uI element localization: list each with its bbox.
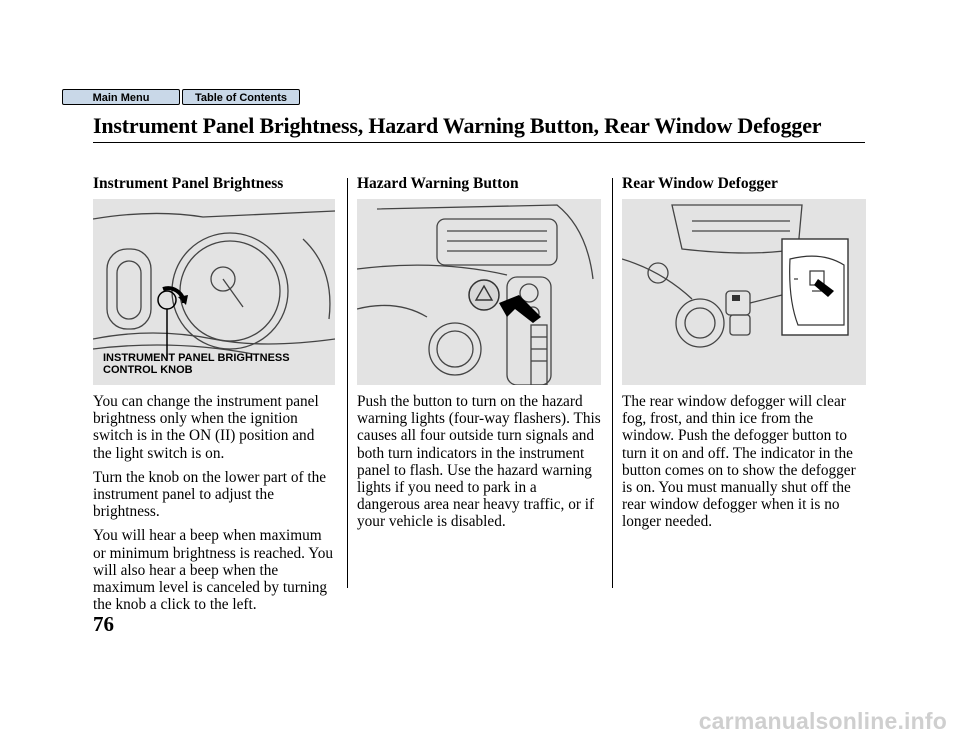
watermark: carmanualsonline.info	[698, 708, 947, 734]
section-title: Hazard Warning Button	[357, 175, 519, 192]
paragraph: You will hear a beep when maximum or minimum brightness is reached. You will also hear a beep when the maximum level is canceled by turning the knob a click to the left.	[93, 527, 334, 614]
section-body	[622, 393, 866, 531]
section-rear-window-defogger	[622, 175, 866, 531]
figure-brightness-knob	[93, 199, 335, 385]
section-body	[357, 393, 601, 531]
paragraph: Turn the knob on the lower part of the instrument panel to adjust the brightness.	[93, 468, 327, 521]
figure-defogger-button	[622, 199, 866, 385]
nav-bar	[62, 89, 300, 105]
main-menu-button[interactable]: Main Menu	[62, 89, 180, 105]
defogger-button-illustration	[622, 199, 866, 385]
hazard-button-illustration	[357, 199, 601, 385]
table-of-contents-button[interactable]: Table of Contents	[182, 89, 300, 105]
page-number: 76	[93, 612, 114, 636]
section-title: Instrument Panel Brightness	[93, 175, 284, 192]
column-divider	[347, 178, 348, 588]
figure-label-line: INSTRUMENT PANEL BRIGHTNESS	[103, 352, 290, 364]
section-body	[93, 393, 335, 613]
section-hazard-warning-button	[357, 175, 601, 531]
header-divider	[93, 142, 865, 143]
paragraph: The rear window defogger will clear fog, frost, and thin ice from the window. Push the defogger button to turn it on and off. The indicator in the button comes on to show the defogger is on. You must manually shut off the rear window defogger when it is no longer needed.	[622, 393, 856, 531]
column-divider	[612, 178, 613, 588]
figure-label-line: CONTROL KNOB	[103, 364, 193, 376]
figure-hazard-button	[357, 199, 601, 385]
section-instrument-panel-brightness	[93, 175, 335, 613]
section-title: Rear Window Defogger	[622, 175, 778, 192]
figure-label	[103, 352, 290, 376]
paragraph: Push the button to turn on the hazard warning lights (four-way flashers). This causes all four outside turn signals and both turn indicators in the instrument panel to flash. Use the hazard warning lights if you need to park in a dangerous area near heavy traffic, or if your vehicle is disabled.	[357, 393, 601, 531]
page-title: Instrument Panel Brightness, Hazard Warning Button, Rear Window Defogger	[93, 113, 822, 138]
paragraph: You can change the instrument panel brightness only when the ignition switch is in the ON (II) position and the light switch is on.	[93, 393, 319, 462]
